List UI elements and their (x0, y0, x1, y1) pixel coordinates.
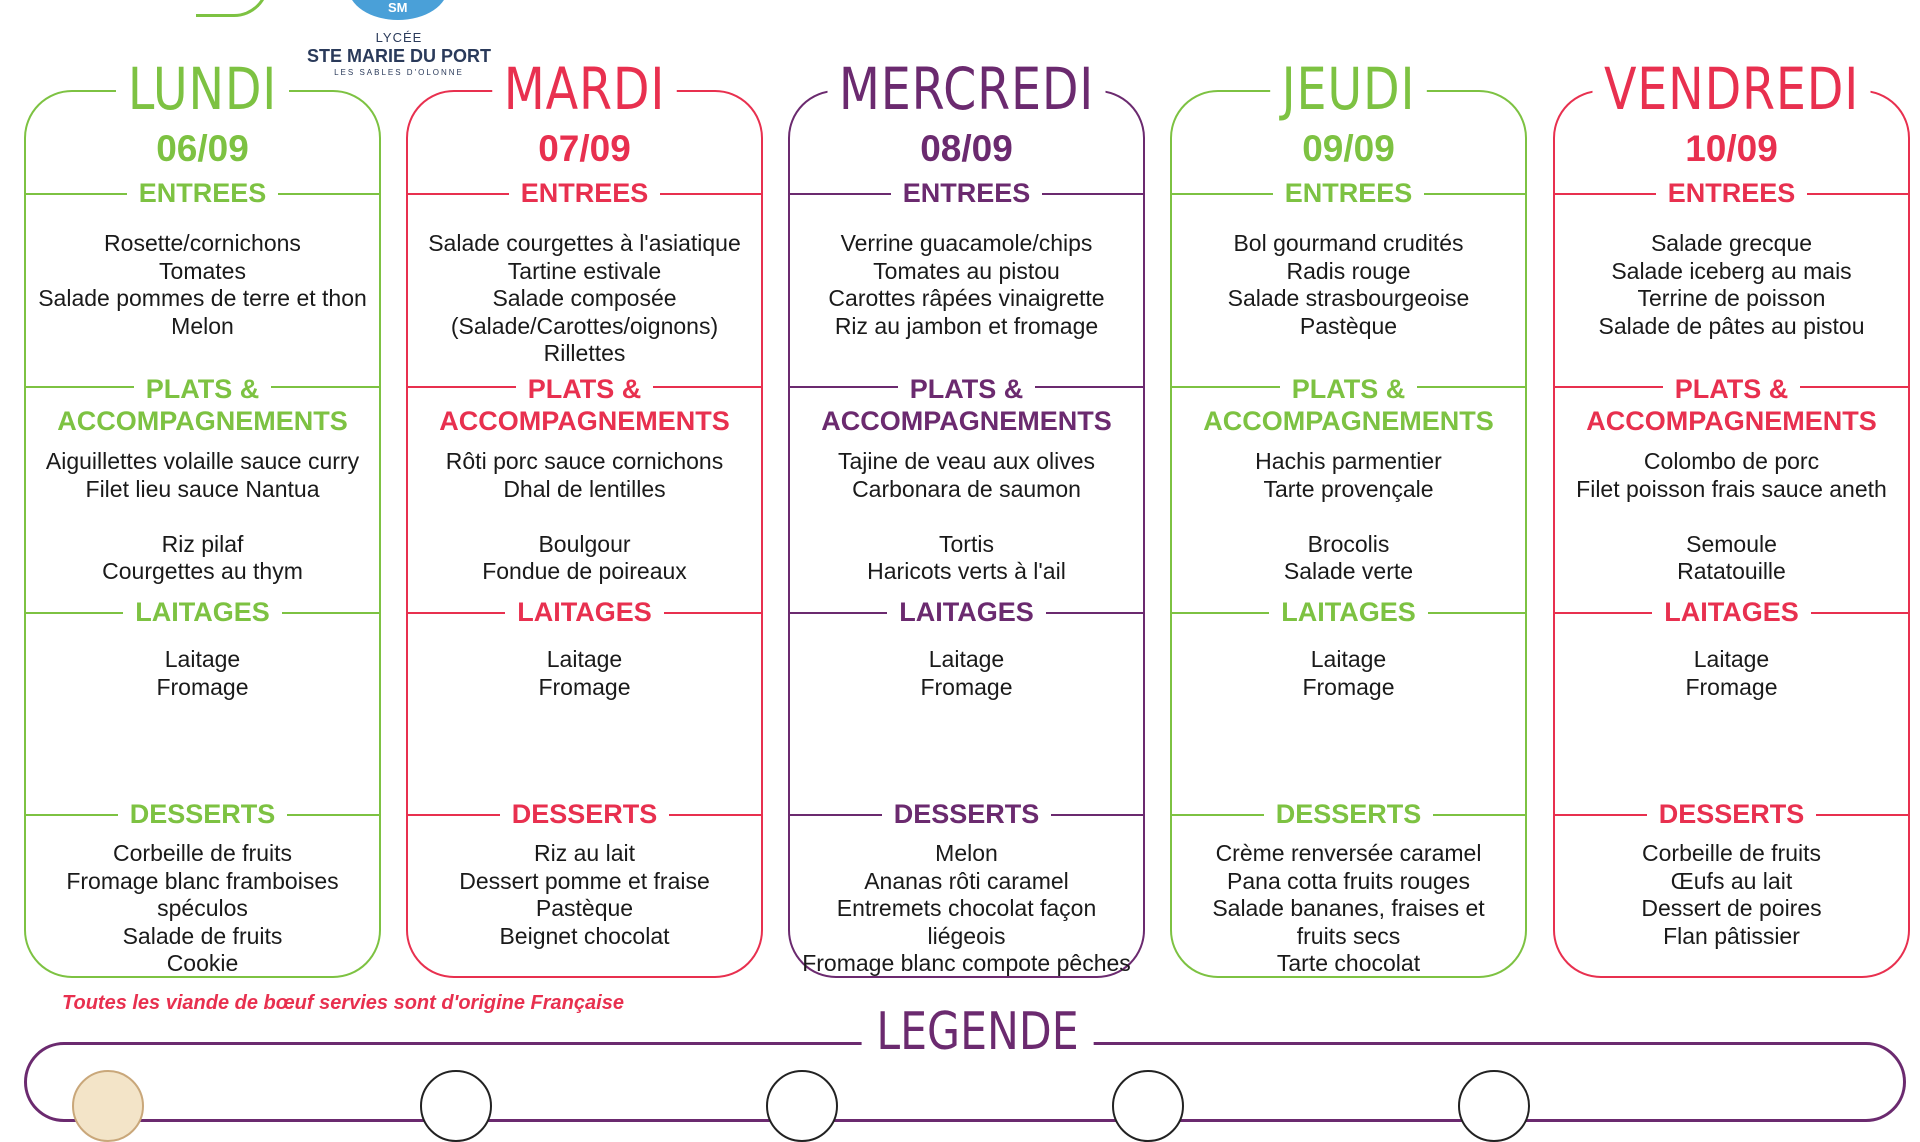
laitages-title-text: LAITAGES (505, 597, 664, 627)
menu-item: Fromage (156, 673, 249, 700)
menu-item: Ratatouille (1677, 558, 1786, 584)
day-name-text: JEUDI (1270, 55, 1427, 123)
menu-item: Fondue de poireaux (482, 558, 687, 584)
plats-title-line2: ACCOMPAGNEMENTS (45, 406, 360, 436)
desserts-list (14, 840, 391, 978)
menu-item: Fromage blanc compote pêches (802, 950, 1131, 976)
menu-item: liégeois (927, 922, 1006, 949)
plats-list (1543, 448, 1920, 586)
spacer (396, 503, 773, 531)
menu-item: Salade bananes, fraises et (1212, 895, 1485, 921)
entrees-title (788, 177, 1145, 209)
menu-item: Laitage (1310, 646, 1387, 672)
day-name (438, 55, 731, 123)
laitages-title (788, 596, 1145, 628)
menu-item: fruits secs (1296, 922, 1401, 949)
menu-item: Melon (171, 312, 234, 339)
menu-item: Fromage (1685, 673, 1778, 700)
day-name (1585, 55, 1878, 123)
plats-title (1553, 373, 1910, 437)
day-date: 10/09 (1685, 128, 1778, 169)
desserts-list (396, 840, 773, 950)
menu-item: Salade iceberg au mais (1611, 257, 1852, 284)
desserts-list (1160, 840, 1537, 978)
menu-item: Beignet chocolat (499, 922, 670, 949)
day-column-lundi (24, 0, 381, 1000)
laitages-title-text: LAITAGES (887, 597, 1046, 627)
laitages-list (1160, 646, 1537, 701)
menu-item: Tortis (939, 530, 994, 557)
legend-icon-4 (1112, 1070, 1184, 1142)
menu-item: Riz pilaf (161, 530, 244, 557)
desserts-title (1170, 798, 1527, 830)
menu-item: Verrine guacamole/chips (840, 230, 1093, 256)
plats-title-line2: ACCOMPAGNEMENTS (1191, 406, 1506, 436)
entrees-list (14, 230, 391, 340)
school-type: LYCÉE (375, 30, 423, 45)
school-city: LES SABLES D'OLONNE (334, 68, 464, 77)
menu-item: Terrine de poisson (1637, 285, 1826, 311)
spacer (778, 503, 1155, 531)
menu-item: Rôti porc sauce cornichons (445, 448, 724, 474)
day-date: 06/09 (156, 128, 249, 169)
laitages-title (24, 596, 381, 628)
desserts-title-text: DESSERTS (1264, 799, 1434, 829)
plats-list (778, 448, 1155, 586)
desserts-title-text: DESSERTS (882, 799, 1052, 829)
desserts-list (778, 840, 1155, 978)
day-column-mercredi (788, 0, 1145, 1000)
laitages-title (1170, 596, 1527, 628)
menu-item: Aiguillettes volaille sauce curry (45, 448, 360, 474)
menu-item: Tartine estivale (507, 257, 662, 284)
plats-title (788, 373, 1145, 437)
legend-icon-local (72, 1070, 144, 1142)
desserts-title (406, 798, 763, 830)
day-date: 07/09 (538, 128, 631, 169)
day-column-vendredi (1553, 0, 1910, 1000)
menu-item: Salade grecque (1650, 230, 1813, 256)
menu-item: Tomates au pistou (873, 257, 1060, 284)
day-column-mardi (406, 0, 763, 1000)
menu-item: Pana cotta fruits rouges (1227, 867, 1470, 894)
menu-item: Rillettes (543, 340, 626, 366)
menu-item: Dhal de lentilles (503, 475, 666, 502)
plats-title-line1: PLATS & (1280, 374, 1418, 404)
menu-item: Salade de fruits (122, 922, 283, 949)
desserts-title (788, 798, 1145, 830)
menu-item: Salade composée (492, 285, 677, 311)
menu-item: Riz au lait (534, 840, 635, 866)
plats-list (396, 448, 773, 586)
menu-item: Courgettes au thym (102, 558, 303, 584)
day-date: 09/09 (1302, 128, 1395, 169)
menu-item: spéculos (157, 895, 248, 921)
menu-item: Filet poisson frais sauce aneth (1576, 475, 1887, 502)
menu-item: Fromage (538, 673, 631, 700)
menu-item: Hachis parmentier (1255, 448, 1442, 474)
menu-item: Tarte provençale (1263, 475, 1434, 502)
plats-list (14, 448, 391, 586)
menu-item: Colombo de porc (1643, 448, 1820, 474)
desserts-title-text: DESSERTS (500, 799, 670, 829)
plats-title-line1: PLATS & (134, 374, 272, 404)
menu-item: Bol gourmand crudités (1233, 230, 1464, 256)
plats-list (1160, 448, 1537, 586)
menu-item: Fromage blanc framboises (66, 867, 339, 894)
menu-item: Radis rouge (1286, 257, 1411, 284)
menu-item: Salade pommes de terre et thon (38, 285, 367, 311)
legend-title-text: LEGENDE (862, 1002, 1094, 1062)
menu-item: Tomates (159, 257, 246, 284)
menu-item: Boulgour (538, 530, 631, 557)
plats-title-line1: PLATS & (516, 374, 654, 404)
entrees-title-text: ENTREES (1656, 178, 1808, 208)
menu-item: Fromage (920, 673, 1013, 700)
laitages-title (1553, 596, 1910, 628)
entrees-title (1553, 177, 1910, 209)
legend-icon-3 (766, 1070, 838, 1142)
entrees-title-text: ENTREES (1273, 178, 1425, 208)
menu-item: Haricots verts à l'ail (867, 558, 1066, 584)
menu-item: Laitage (546, 646, 623, 672)
spacer (1160, 503, 1537, 531)
day-name (1202, 55, 1495, 123)
desserts-title-text: DESSERTS (118, 799, 288, 829)
desserts-list (1543, 840, 1920, 950)
entrees-list (1543, 230, 1920, 340)
spacer (14, 503, 391, 531)
desserts-title (1553, 798, 1910, 830)
day-name (56, 55, 349, 123)
menu-item: Carottes râpées vinaigrette (828, 285, 1105, 311)
menu-item: Melon (935, 840, 998, 866)
plats-title (1170, 373, 1527, 437)
entrees-list (1160, 230, 1537, 340)
menu-item: Rosette/cornichons (104, 230, 301, 256)
legend-icon-2 (420, 1070, 492, 1142)
entrees-title-text: ENTREES (509, 178, 661, 208)
menu-item: Dessert pomme et fraise (459, 867, 710, 894)
laitages-title (406, 596, 763, 628)
menu-item: Filet lieu sauce Nantua (85, 475, 320, 502)
laitages-list (396, 646, 773, 701)
beef-origin-note: Toutes les viande de bœuf servies sont d'origine Française (62, 992, 624, 1014)
plats-title (24, 373, 381, 437)
day-name-text: LUNDI (116, 55, 288, 123)
entrees-title-text: ENTREES (127, 178, 279, 208)
menu-item: Laitage (928, 646, 1005, 672)
legend-title (862, 1002, 1079, 1062)
menu-item: Entremets chocolat façon (836, 895, 1097, 921)
plats-title-line1: PLATS & (898, 374, 1036, 404)
menu-item: Cookie (166, 950, 239, 976)
legend-icon-5 (1458, 1070, 1530, 1142)
desserts-title (24, 798, 381, 830)
menu-item: Dessert de poires (1641, 895, 1822, 921)
laitages-title-text: LAITAGES (123, 597, 282, 627)
entrees-list (396, 230, 773, 368)
menu-item: Salade verte (1283, 558, 1414, 584)
day-date: 08/09 (920, 128, 1013, 169)
day-name-text: MERCREDI (827, 55, 1105, 123)
desserts-title-text: DESSERTS (1647, 799, 1817, 829)
menu-item: Pastèque (1299, 312, 1398, 339)
plats-title-line1: PLATS & (1663, 374, 1801, 404)
entrees-title (24, 177, 381, 209)
menu-item: Œufs au lait (1670, 867, 1793, 894)
menu-item: Semoule (1686, 530, 1777, 557)
school-name: STE MARIE DU PORT (306, 46, 491, 66)
entrees-title (1170, 177, 1527, 209)
menu-item: Tajine de veau aux olives (838, 448, 1095, 474)
menu-item: Riz au jambon et fromage (834, 312, 1099, 339)
entrees-list (778, 230, 1155, 340)
plats-title-line2: ACCOMPAGNEMENTS (427, 406, 742, 436)
laitages-list (778, 646, 1155, 701)
laitages-title-text: LAITAGES (1269, 597, 1428, 627)
menu-item: (Salade/Carottes/oignons) (450, 312, 719, 339)
day-name-text: MARDI (492, 55, 676, 123)
menu-item: Crème renversée caramel (1215, 840, 1482, 866)
menu-item: Pastèque (535, 895, 634, 921)
menu-item: Laitage (164, 646, 241, 672)
plats-title (406, 373, 763, 437)
menu-item: Salade strasbourgeoise (1227, 285, 1470, 311)
menu-item: Salade de pâtes au pistou (1598, 312, 1865, 339)
menu-item: Salade courgettes à l'asiatique (428, 230, 741, 256)
laitages-list (1543, 646, 1920, 701)
plats-title-line2: ACCOMPAGNEMENTS (809, 406, 1124, 436)
laitages-title-text: LAITAGES (1652, 597, 1811, 627)
menu-item: Fromage (1302, 673, 1395, 700)
menu-item: Corbeille de fruits (1642, 840, 1821, 866)
school-badge: SM (388, 0, 408, 15)
entrees-title (406, 177, 763, 209)
entrees-title-text: ENTREES (891, 178, 1043, 208)
menu-item: Brocolis (1307, 530, 1390, 557)
menu-item: Flan pâtissier (1663, 922, 1800, 949)
laitages-list (14, 646, 391, 701)
day-column-jeudi (1170, 0, 1527, 1000)
spacer (1543, 503, 1920, 531)
day-name-text: VENDREDI (1592, 55, 1870, 123)
menu-item: Corbeille de fruits (113, 840, 292, 866)
day-name (820, 55, 1113, 123)
menu-item: Laitage (1693, 646, 1770, 672)
menu-item: Carbonara de saumon (852, 475, 1081, 502)
menu-item: Ananas rôti caramel (864, 867, 1069, 894)
plats-title-line2: ACCOMPAGNEMENTS (1574, 406, 1889, 436)
menu-item: Tarte chocolat (1276, 950, 1421, 976)
